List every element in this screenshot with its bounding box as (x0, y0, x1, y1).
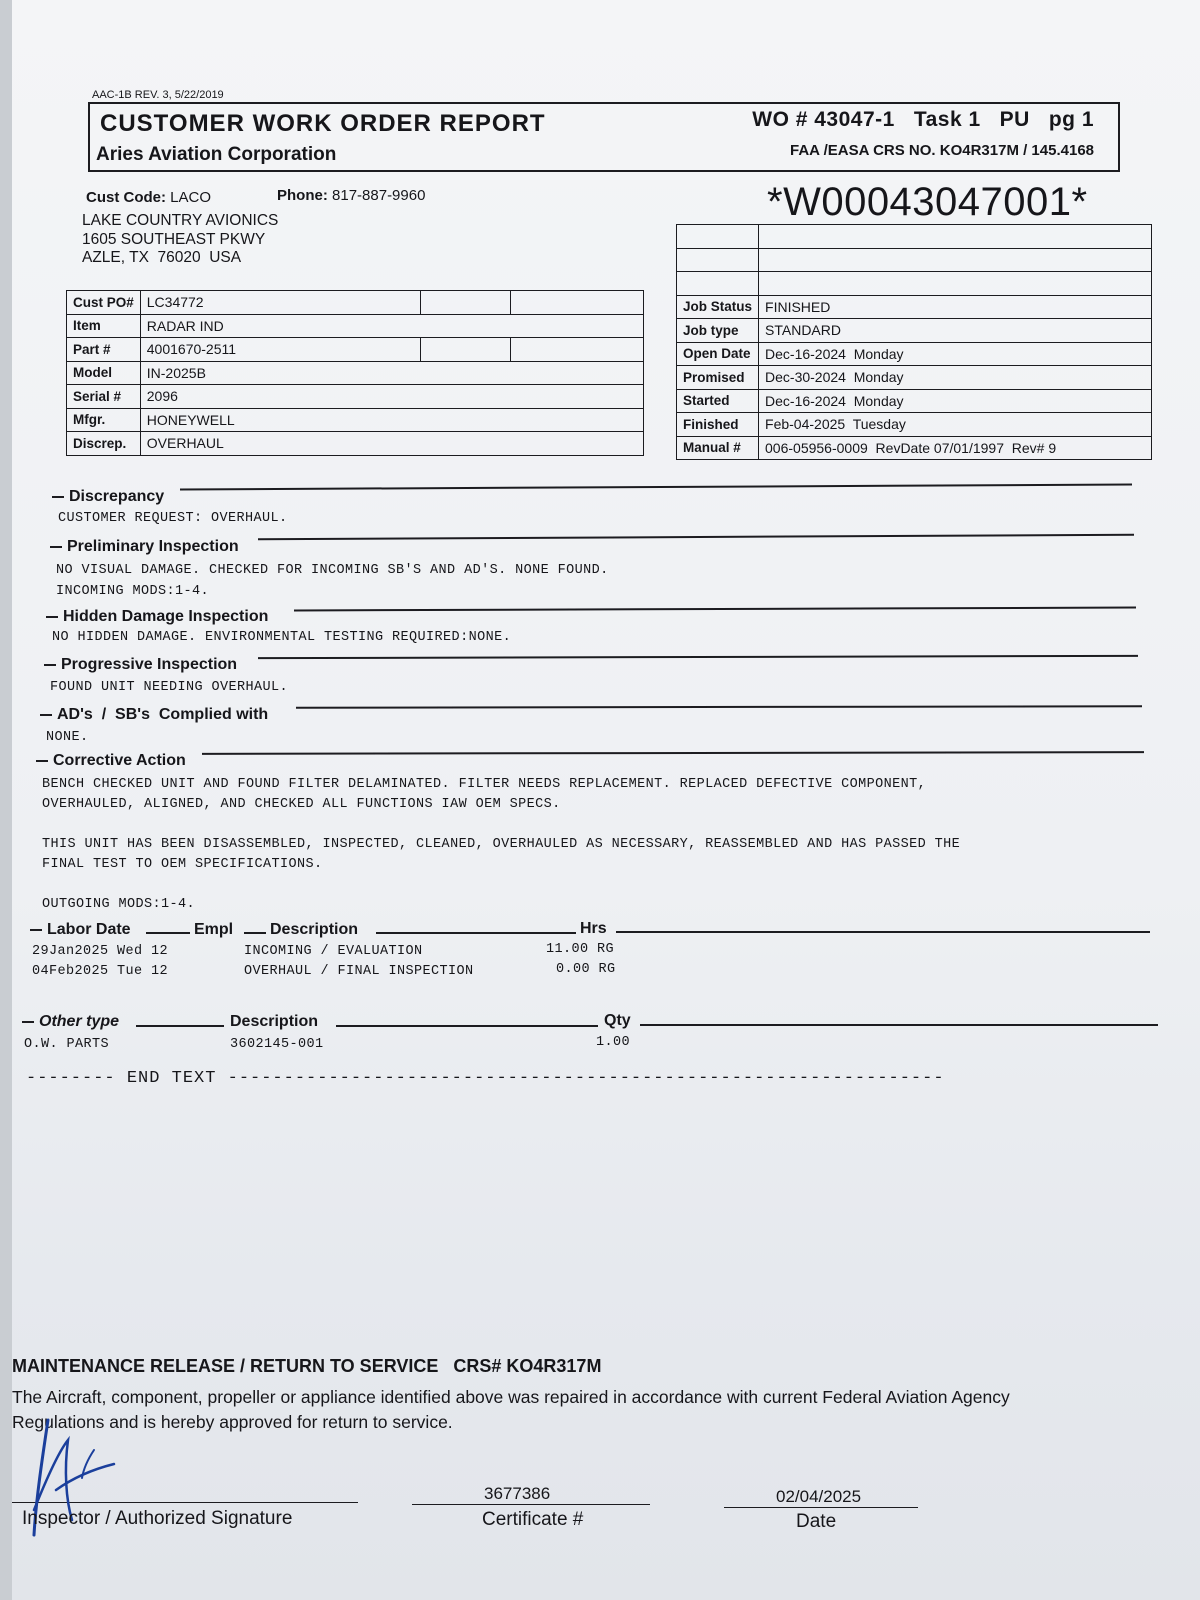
column-rule (244, 932, 266, 934)
column-rule (336, 1025, 598, 1027)
job-value: STANDARD (759, 319, 1152, 343)
heading-dash (22, 1021, 34, 1023)
unit-label: Item (67, 314, 141, 338)
other-row-qty: 1.00 (596, 1035, 631, 1050)
other-row-type: O.W. PARTS (24, 1037, 110, 1052)
table-row (677, 225, 1152, 249)
work-order-number: WO # 43047-1 Task 1 PU pg 1 (752, 108, 1094, 131)
discrepancy-heading-label: Discrepancy (69, 488, 165, 505)
unit-value: RADAR IND (140, 314, 643, 338)
phone-label: Phone: (277, 187, 328, 204)
unit-value: LC34772 (140, 291, 420, 315)
unit-value: IN-2025B (140, 361, 643, 385)
unit-value: OVERHAUL (140, 432, 643, 456)
heading-dash (30, 929, 42, 931)
table-row (67, 385, 644, 409)
table-row (677, 366, 1152, 390)
table-row (677, 342, 1152, 366)
labor-date-header-label: Labor Date (47, 921, 131, 938)
end-text-marker: -------- END TEXT ---------------------------------------------------------------- (26, 1069, 945, 1088)
job-value: FINISHED (759, 295, 1152, 319)
customer-address-line1: 1605 SOUTHEAST PKWY (82, 230, 266, 248)
table-row (67, 361, 644, 385)
table-row (677, 389, 1152, 413)
empty-cell (677, 272, 759, 296)
job-label: Job type (677, 319, 759, 343)
empty-cell (510, 338, 643, 362)
discrepancy-text: CUSTOMER REQUEST: OVERHAUL. (58, 511, 288, 526)
job-label: Job Status (677, 295, 759, 319)
customer-code (86, 189, 211, 206)
table-row (67, 432, 644, 456)
job-label: Started (677, 389, 759, 413)
crs-number: FAA /EASA CRS NO. KO4R317M / 145.4168 (790, 142, 1094, 159)
section-rule (258, 534, 1134, 541)
certificate-line (412, 1504, 650, 1505)
labor-description-header: Description (270, 921, 359, 938)
heading-dash (40, 714, 52, 716)
table-row (677, 436, 1152, 460)
progressive-heading (44, 656, 237, 674)
signature-label: Inspector / Authorized Signature (22, 1508, 293, 1529)
job-info-table (676, 224, 1152, 460)
discrepancy-heading (52, 488, 164, 506)
job-label: Open Date (677, 342, 759, 366)
section-rule (180, 484, 1132, 491)
customer-address (82, 212, 278, 268)
certificate-number: 3677386 (484, 1484, 551, 1503)
maintenance-release-title: MAINTENANCE RELEASE / RETURN TO SERVICE CRS# KO4R317M (12, 1356, 602, 1376)
table-row (67, 408, 644, 432)
maintenance-release-text: The Aircraft, component, propeller or appliance identified above was repaired in accordance with current Federal Aviation Agency Regulations and is hereby approved for return to service. (12, 1387, 1010, 1432)
qty-header: Qty (604, 1012, 631, 1029)
customer-address-line2: AZLE, TX 76020 USA (82, 249, 242, 266)
job-value: Dec-16-2024 Monday (759, 342, 1152, 366)
unit-label: Serial # (67, 385, 141, 409)
unit-label: Mfgr. (67, 408, 141, 432)
column-rule (616, 931, 1150, 933)
labor-row-desc: INCOMING / EVALUATION (244, 944, 423, 959)
labor-row-hrs: 11.00 RG (546, 942, 615, 957)
date-label: Date (796, 1511, 837, 1532)
progressive-heading-label: Progressive Inspection (61, 656, 238, 673)
empty-cell (420, 291, 510, 315)
empty-cell (759, 225, 1152, 249)
hrs-header: Hrs (580, 920, 607, 937)
unit-info-table (66, 290, 644, 456)
job-value: Dec-16-2024 Monday (759, 389, 1152, 413)
date-line (724, 1507, 918, 1508)
hidden-damage-heading (46, 608, 268, 626)
section-rule (296, 705, 1142, 708)
certificate-label: Certificate # (482, 1509, 584, 1530)
phone-value: 817-887-9960 (332, 187, 426, 204)
unit-label: Part # (67, 338, 141, 362)
report-header (88, 102, 1120, 172)
section-rule (294, 607, 1136, 612)
empty-cell (677, 225, 759, 249)
customer-code-label: Cust Code: (86, 189, 166, 206)
table-row (677, 272, 1152, 296)
ads-sbs-heading-label: AD's / SB's Complied with (57, 706, 269, 723)
preliminary-heading-label: Preliminary Inspection (67, 538, 239, 555)
customer-name: LAKE COUNTRY AVIONICS (82, 212, 279, 229)
hidden-damage-text: NO HIDDEN DAMAGE. ENVIRONMENTAL TESTING REQUIRED:NONE. (52, 630, 512, 645)
table-row (67, 291, 644, 315)
unit-label: Discrep. (67, 432, 141, 456)
customer-code-value: LACO (170, 189, 212, 206)
table-row (677, 295, 1152, 319)
other-type-header (22, 1013, 119, 1031)
report-title: CUSTOMER WORK ORDER REPORT (100, 110, 546, 137)
job-value: Dec-30-2024 Monday (759, 366, 1152, 390)
unit-label: Model (67, 361, 141, 385)
job-label: Manual # (677, 436, 759, 460)
heading-dash (36, 760, 48, 762)
column-rule (146, 932, 190, 934)
table-row (677, 319, 1152, 343)
ads-sbs-text: NONE. (46, 730, 89, 745)
release-date: 02/04/2025 (776, 1487, 862, 1506)
labor-row-date: 29Jan2025 Wed 12 (32, 944, 169, 959)
heading-dash (50, 546, 62, 548)
table-row (677, 248, 1152, 272)
unit-label: Cust PO# (67, 291, 141, 315)
column-rule (376, 932, 576, 934)
job-value: Feb-04-2025 Tuesday (759, 413, 1152, 437)
form-revision: AAC-1B REV. 3, 5/22/2019 (92, 89, 224, 101)
empty-cell (420, 338, 510, 362)
other-row-desc: 3602145-001 (230, 1037, 324, 1052)
barcode-text: *W00043047001* (767, 180, 1088, 224)
labor-row-hrs: 0.00 RG (556, 962, 616, 977)
work-order-page (12, 0, 1200, 1600)
empl-header: Empl (194, 921, 234, 938)
corrective-text: BENCH CHECKED UNIT AND FOUND FILTER DELAMINATED. FILTER NEEDS REPLACEMENT. REPLACED DEFECTIVE COMPONENT, OVERHAULED, ALIGNED, AND CHECKED ALL FUNCTIONS IAW OEM SPECS. THIS UNIT HAS BEEN DISASSEMBLED, INSPECTED, CLEANED, OVERHAULED AS NECESSARY, REASSEMBLED AND HAS PASSED THE FINAL TEST TO OEM SPECIFICATIONS. OUTGOING MODS:1-4. (42, 777, 961, 912)
unit-value: 4001670-2511 (140, 338, 420, 362)
labor-date-header (30, 921, 131, 939)
corrective-heading-label: Corrective Action (53, 752, 186, 769)
job-label: Finished (677, 413, 759, 437)
other-type-header-label: Other type (39, 1013, 120, 1030)
table-row (67, 314, 644, 338)
ads-sbs-heading (40, 706, 268, 724)
progressive-text: FOUND UNIT NEEDING OVERHAUL. (50, 680, 289, 695)
empty-cell (510, 291, 643, 315)
unit-value: 2096 (140, 385, 643, 409)
preliminary-heading (50, 538, 239, 556)
company-name: Aries Aviation Corporation (96, 144, 337, 165)
hidden-damage-heading-label: Hidden Damage Inspection (63, 608, 269, 625)
empty-cell (759, 272, 1152, 296)
unit-value: HONEYWELL (140, 408, 643, 432)
labor-row-desc: OVERHAUL / FINAL INSPECTION (244, 964, 474, 979)
other-description-header: Description (230, 1013, 319, 1030)
table-row (677, 413, 1152, 437)
empty-cell (759, 248, 1152, 272)
heading-dash (46, 616, 58, 618)
preliminary-text: NO VISUAL DAMAGE. CHECKED FOR INCOMING SB'S AND AD'S. NONE FOUND. INCOMING MODS:1-4. (56, 563, 609, 599)
section-rule (258, 655, 1138, 659)
column-rule (640, 1024, 1158, 1026)
column-rule (136, 1025, 224, 1027)
job-value: 006-05956-0009 RevDate 07/01/1997 Rev# 9 (759, 436, 1152, 460)
empty-cell (677, 248, 759, 272)
labor-row-date: 04Feb2025 Tue 12 (32, 964, 169, 979)
section-rule (202, 751, 1144, 755)
customer-phone (277, 187, 425, 204)
heading-dash (44, 664, 56, 666)
corrective-heading (36, 752, 186, 770)
table-row (67, 338, 644, 362)
heading-dash (52, 496, 64, 498)
job-label: Promised (677, 366, 759, 390)
